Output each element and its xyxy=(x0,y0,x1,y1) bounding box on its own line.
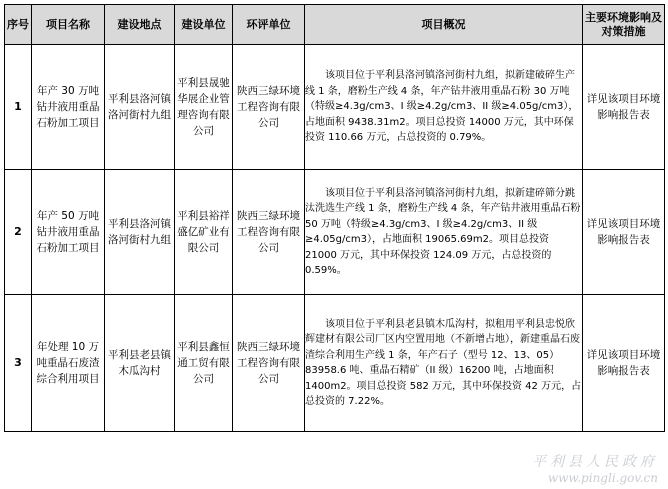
project-eia-unit: 陕西三绿环境工程咨询有限公司 xyxy=(233,170,305,295)
row-number: 3 xyxy=(5,295,32,432)
table-row xyxy=(5,45,665,170)
row-number: 1 xyxy=(5,45,32,170)
header-builder: 建设单位 xyxy=(175,5,233,45)
site-watermark xyxy=(532,451,658,485)
project-overview-cell xyxy=(305,170,583,295)
header-measures: 主要环境影响及对策措施 xyxy=(583,5,665,45)
table-row xyxy=(5,170,665,295)
header-eia-unit: 环评单位 xyxy=(233,5,305,45)
project-site: 平利县洛河镇洛河街村九组 xyxy=(105,170,175,295)
project-measures: 详见该项目环境影响报告表 xyxy=(583,170,665,295)
project-builder: 平利县晟驰华展企业管理咨询有限公司 xyxy=(175,45,233,170)
project-measures: 详见该项目环境影响报告表 xyxy=(583,45,665,170)
project-site: 平利县老县镇木瓜沟村 xyxy=(105,295,175,432)
project-eia-unit: 陕西三绿环境工程咨询有限公司 xyxy=(233,295,305,432)
header-no: 序号 xyxy=(5,5,32,45)
project-overview-cell xyxy=(305,295,583,432)
project-name: 年产 30 万吨钻井液用重晶石粉加工项目 xyxy=(32,45,105,170)
header-row xyxy=(5,5,665,45)
projects-table xyxy=(4,4,665,432)
table-row xyxy=(5,295,665,432)
header-project-name: 项目名称 xyxy=(32,5,105,45)
project-name: 年产 50 万吨钻井液用重晶石粉加工项目 xyxy=(32,170,105,295)
header-overview: 项目概况 xyxy=(305,5,583,45)
project-overview: 该项目位于平利县洛河镇洛河街村九组，拟新建碎筛分跳汰洗选生产线 1 条，磨粉生产线 4 条，年产钻井液用重晶石粉 50 万吨（特级≥4.3g/cm3、I 级≥4.2g/cm3、II 级≥4.05g/cm3），占地面积 19065.69m2。项目总投资 21000 万元，其中环保投资 124.09 万元，占总投资的 0.59%。 xyxy=(305,187,581,276)
project-overview: 该项目位于平利县洛河镇洛河街村九组，拟新建破碎生产线 1 条，磨粉生产线 4 条，年产钻井液用重晶石粉 30 万吨（特级≥4.3g/cm3、I 级≥4.2g/cm3、II 级≥4.05g/cm3），占地面积 9438.31m2。项目总投资 14000 万元，其中环保投资 110.66 万元，占总投资的 0.79%。 xyxy=(305,70,579,144)
watermark-url: www.pingli.gov.cn xyxy=(547,471,658,485)
project-overview-cell xyxy=(305,45,583,170)
project-site: 平利县洛河镇洛河街村九组 xyxy=(105,45,175,170)
project-eia-unit: 陕西三绿环境工程咨询有限公司 xyxy=(233,45,305,170)
project-builder: 平利县裕祥盛亿矿业有限公司 xyxy=(175,170,233,295)
project-measures: 详见该项目环境影响报告表 xyxy=(583,295,665,432)
project-builder: 平利县鑫恒通工贸有限公司 xyxy=(175,295,233,432)
header-site: 建设地点 xyxy=(105,5,175,45)
project-overview: 该项目位于平利县老县镇木瓜沟村，拟租用平利县忠悦欣辉建材有限公司厂区内空置用地（不新增占地），新建重晶石废渣综合利用生产线 1 条，年产石子（型号 12、13、05）83958.6 吨、重晶石精矿（II 级）16200 吨，占地面积 1400m2。项目总投资 582 万元，其中环保投资 42 万元，占总投资的 7.22%。 xyxy=(305,318,582,407)
row-number: 2 xyxy=(5,170,32,295)
project-name: 年处理 10 万吨重晶石废渣综合利用项目 xyxy=(32,295,105,432)
watermark-name: 平利县人民政府 xyxy=(532,454,658,470)
